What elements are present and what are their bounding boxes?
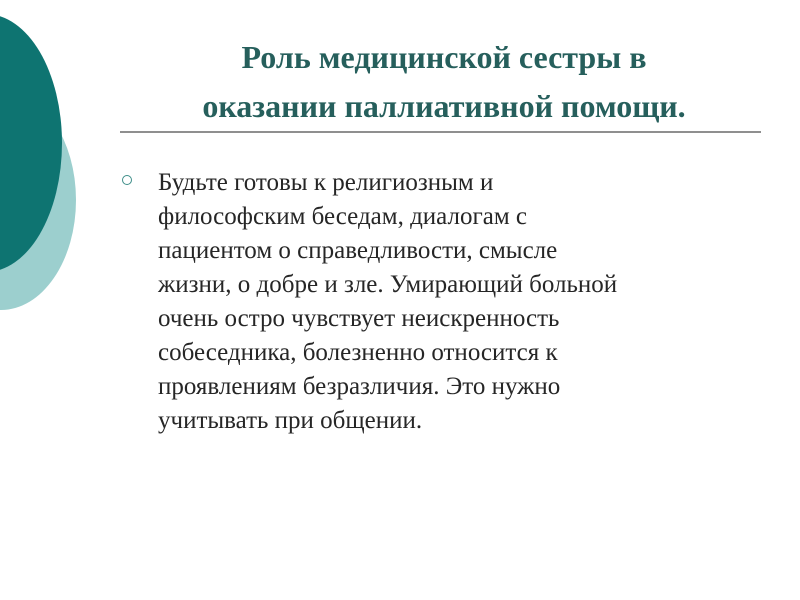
slide-title-line: оказании паллиативной помощи. [202,88,686,124]
bullet-text-line: учитывать при общении. [158,407,423,434]
hollow-circle-bullet-icon [122,175,132,185]
bullet-text-line: философским беседам, диалогам с [158,203,527,230]
bullet-text-line: пациентом о справедливости, смысле [158,237,558,264]
bullet-text [158,166,740,438]
slide-title [120,33,768,131]
bullet-text-line: проявлениям безразличия. Это нужно [158,373,561,400]
bullet-text-line: очень остро чувствует неискренность [158,305,560,332]
bullet-text-line: собеседника, болезненно относится к [158,339,558,366]
bullet-text-line: Будьте готовы к религиозным и [158,169,494,196]
title-divider [120,131,761,133]
bullet-text-line: жизни, о добре и зле. Умирающий больной [158,271,618,298]
slide-title-line: Роль медицинской сестры в [241,39,647,75]
